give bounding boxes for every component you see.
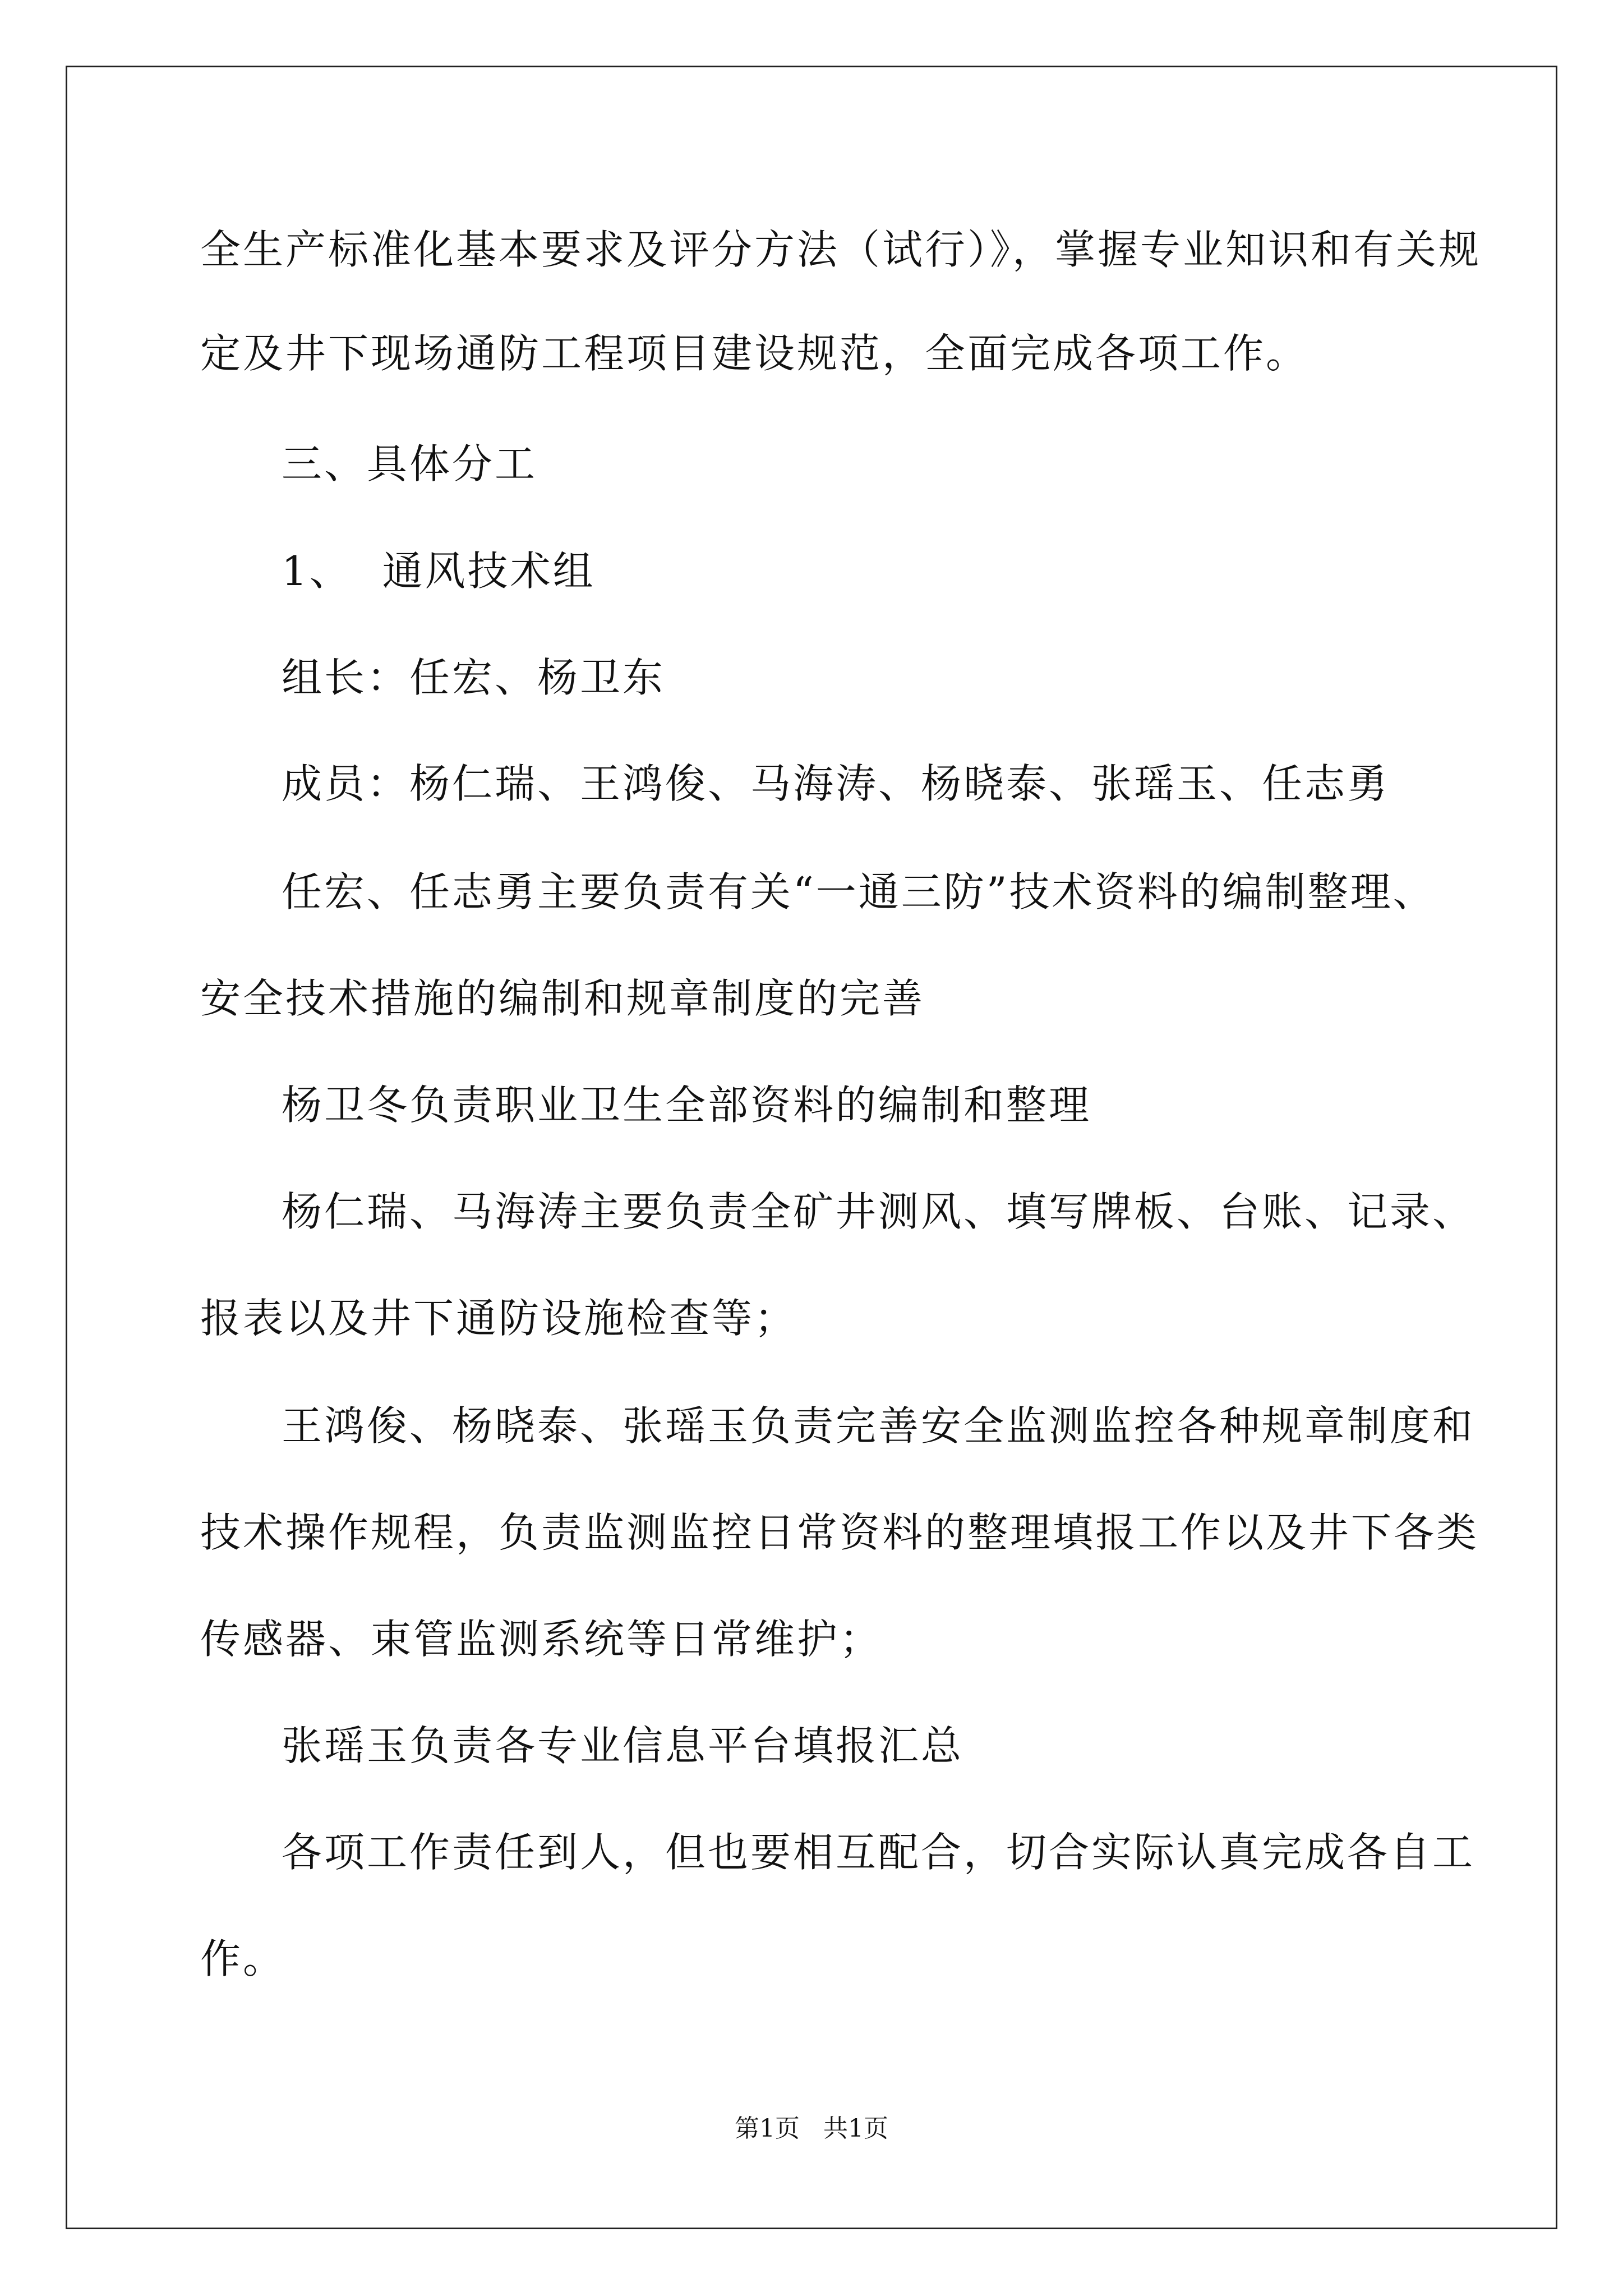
subsection-heading: 1、 通风技术组 [282, 547, 596, 595]
body-line-14: 传感器、束管监测系统等日常维护； [200, 1616, 883, 1663]
page-border [66, 66, 1557, 2229]
body-line-15: 张瑶玉负责各专业信息平台填报汇总 [282, 1722, 964, 1769]
body-line-9: 杨卫冬负责职业卫生全部资料的编制和整理 [282, 1082, 1092, 1129]
body-line-10: 杨仁瑞、马海涛主要负责全矿井测风、填写牌板、台账、记录、 [282, 1188, 1476, 1235]
body-line-1: 全生产标准化基本要求及评分方法（试行）》，掌握专业知识和有关规 [200, 226, 1482, 273]
body-line-5: 组长：任宏、杨卫东 [282, 654, 666, 701]
body-line-6: 成员：杨仁瑞、王鸿俊、马海涛、杨晓泰、张瑶玉、任志勇 [282, 760, 1390, 807]
body-line-16: 各项工作责任到人，但也要相互配合，切合实际认真完成各自工 [282, 1829, 1476, 1876]
body-line-7: 任宏、任志勇主要负责有关“一通三防”技术资料的编制整理、 [282, 868, 1436, 915]
body-line-13: 技术操作规程，负责监测监控日常资料的整理填报工作以及井下各类 [200, 1509, 1479, 1556]
body-line-17: 作。 [200, 1935, 286, 1982]
section-heading: 三、具体分工 [282, 440, 538, 487]
body-line-2: 定及井下现场通防工程项目建设规范，全面完成各项工作。 [200, 330, 1309, 377]
body-line-11: 报表以及井下通防设施检查等； [200, 1295, 797, 1342]
body-line-12: 王鸿俊、杨晓泰、张瑶玉负责完善安全监测监控各种规章制度和 [282, 1402, 1476, 1450]
body-line-8: 安全技术措施的编制和规章制度的完善 [200, 975, 925, 1022]
page-number-footer: 第1页 共1页 [735, 2114, 888, 2143]
